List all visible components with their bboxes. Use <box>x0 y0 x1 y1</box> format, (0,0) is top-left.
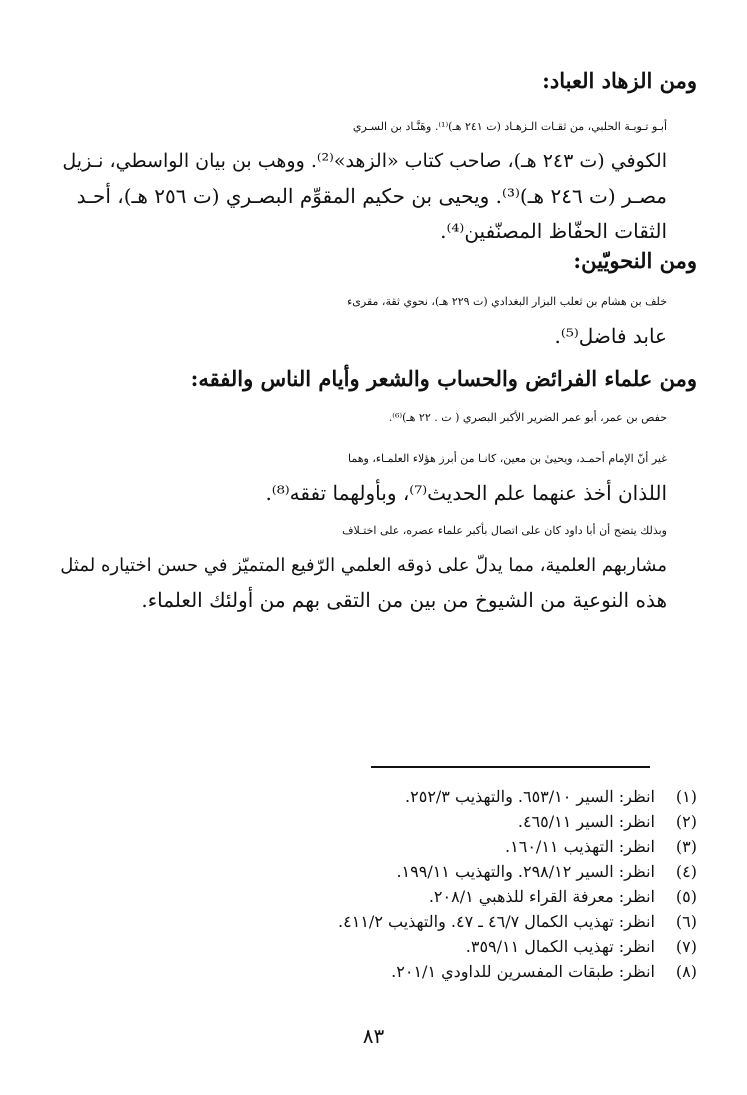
section-heading-ascetics: ومن الزهاد العباد: <box>542 68 697 93</box>
paragraph-grammarians <box>55 284 697 354</box>
text-line: هذه النوعية من الشيوخ من بين من التقى بهم من أولئك العلماء. <box>141 588 667 612</box>
paragraph-conclusion <box>55 513 697 618</box>
footnote-text: انظر: طبقات المفسرين للداودي ٢٠١/١. <box>391 962 655 981</box>
text-line: أبـو تـوبـة الحلبي، من ثقـات الـزهـاد (ت ٢٤١ هـ)⁽¹⁾. وهَنَّـاد بن السـري <box>352 120 667 133</box>
text-line: الكوفي (ت ٢٤٣ هـ)، صاحب كتاب «الزهد»⁽²⁾. ووهب بن بيان الواسطي، نـزيل <box>62 150 667 172</box>
text-line: مصـر (ت ٢٤٦ هـ)⁽³⁾. ويحيى بن حكيم المقوِّم البصـري (ت ٢٥٦ هـ)، أحـد <box>76 184 667 208</box>
footnote-number: (٥) <box>675 887 697 906</box>
footnote-text: انظر: معرفة القراء للذهبي ٢٠٨/١. <box>428 887 655 906</box>
paragraph-ahmad-yahya <box>55 441 697 511</box>
text-line: خلف بن هشام بن ثعلب البزار البغدادي (ت ٢٢٩ هـ)، نحوي ثقة، مقرىء <box>347 295 667 308</box>
footnote-number: (٨) <box>675 962 697 981</box>
footnotes-list <box>57 784 697 984</box>
footnote-item <box>57 959 697 984</box>
footnote-text: انظر: التهذيب ١٦٠/١١. <box>505 837 655 856</box>
footnote-number: (١) <box>675 787 697 806</box>
footnote-number: (٤) <box>675 862 697 881</box>
footnote-item <box>57 859 697 884</box>
footnote-number: (٧) <box>675 937 697 956</box>
footnote-number: (٦) <box>675 912 697 931</box>
section-heading-grammarians: ومن النحويّين: <box>573 248 697 273</box>
text-line: اللذان أخذ عنهما علم الحديث⁽⁷⁾، وبأولهما تفقه⁽⁸⁾. <box>265 481 667 505</box>
text-line: مشاربهم العلمية، مما يدلّ على ذوقه العلمي الرّفيع المتميّز في حسن اختياره لمثل <box>60 555 667 576</box>
text-line: وبذلك يتضح أن أبا داود كان على اتصال بأكبر علماء عصره، على اختـلاف <box>342 524 667 537</box>
text-line: حفص بن عمر، أبو عمر الضرير الأكبر البصري ( ت . ٢٢ هـ)⁽⁶⁾. <box>388 411 667 424</box>
footnote-item <box>57 784 697 809</box>
text-line: عابد فاضل⁽⁵⁾. <box>554 324 667 348</box>
footnote-number: (٢) <box>675 812 697 831</box>
page-number: ٨٣ <box>362 1024 385 1048</box>
footnote-item <box>57 909 697 934</box>
footnote-item <box>57 834 697 859</box>
footnote-text: انظر: السير ٦٥٣/١٠. والتهذيب ٢٥٢/٣. <box>405 787 655 806</box>
footnote-item <box>57 809 697 834</box>
footnote-divider <box>371 766 650 768</box>
footnote-text: انظر: تهذيب الكمال ٣٥٩/١١. <box>465 937 655 956</box>
footnote-text: انظر: السير ٤٦٥/١١. <box>517 812 655 831</box>
footnote-text: انظر: تهذيب الكمال ٤٦/٧ ـ ٤٧. والتهذيب ٤١١/٢. <box>338 912 655 931</box>
text-line: غير أنّ الإمام أحمـد، ويحيىٰ بن معين، كانـا من أبرز هؤلاء العلمـاء، وهما <box>348 452 667 465</box>
text-line: الثقات الحفّاظ المصنّفين⁽⁴⁾. <box>440 219 667 243</box>
footnote-item <box>57 884 697 909</box>
paragraph-hafs <box>55 400 697 435</box>
footnote-number: (٣) <box>675 837 697 856</box>
footnote-text: انظر: السير ٢٩٨/١٢. والتهذيب ١٩٩/١١. <box>396 862 655 881</box>
footnote-item <box>57 934 697 959</box>
section-heading-scholars: ومن علماء الفرائض والحساب والشعر وأيام الناس والفقه: <box>190 366 697 391</box>
paragraph-ascetics <box>55 109 697 249</box>
